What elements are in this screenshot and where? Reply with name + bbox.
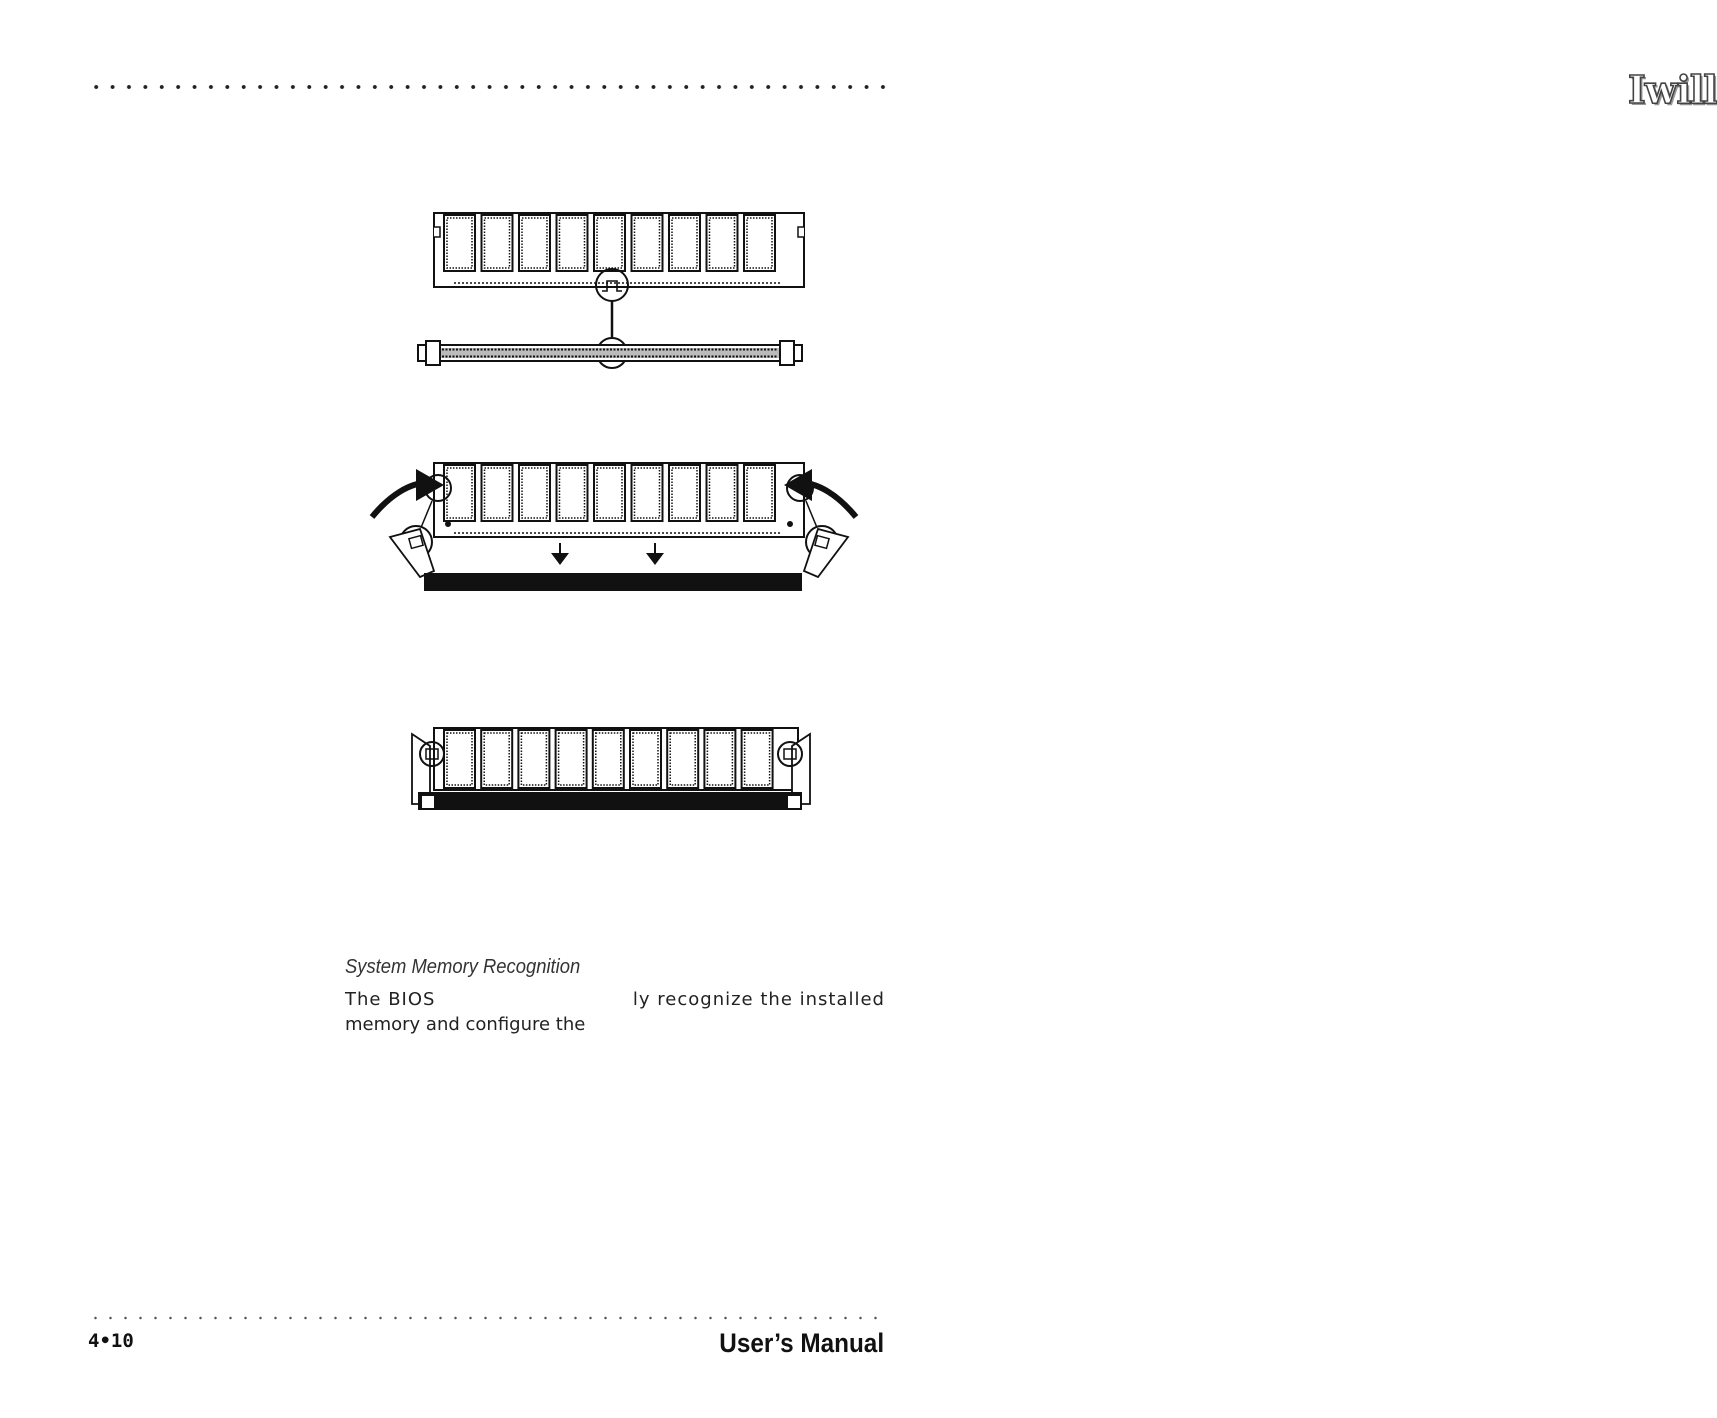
memory-chip [519, 215, 550, 271]
memory-chip [593, 730, 624, 788]
memory-chip [519, 465, 550, 521]
memory-chip [557, 465, 588, 521]
memory-chip [630, 730, 661, 788]
memory-chip [518, 730, 549, 788]
memory-chip [444, 465, 475, 521]
manual-title: User’s Manual [719, 1328, 884, 1358]
memory-chip [632, 215, 663, 271]
dimm-slot-icon [418, 792, 802, 810]
memory-chip [742, 730, 773, 788]
paragraph-line2: memory and configure the [345, 1014, 586, 1035]
memory-chip [669, 465, 700, 521]
dimm-locked-figure [408, 720, 818, 812]
paragraph-line1-right: ly recognize the installed [632, 989, 885, 1010]
memory-chip [557, 215, 588, 271]
iwill-logo [812, 33, 1717, 112]
dimm-module-icon [434, 213, 804, 287]
paragraph-line1-left: The BIOS [345, 989, 436, 1010]
memory-chip [556, 730, 587, 788]
memory-chip [444, 215, 475, 271]
memory-chip [744, 465, 775, 521]
memory-chip [594, 215, 625, 271]
dimm-alignment-figure [410, 205, 830, 385]
dimm-module-icon [434, 463, 804, 537]
page-number: 4•10 [88, 1330, 134, 1352]
memory-chip [482, 465, 513, 521]
dimm-slot-icon [418, 341, 802, 365]
memory-chip [704, 730, 735, 788]
header-dotted-rule [88, 80, 886, 94]
memory-chip [594, 465, 625, 521]
memory-chip [744, 215, 775, 271]
memory-chip [481, 730, 512, 788]
section-caption: System Memory Recognition [345, 956, 581, 978]
memory-chip [667, 730, 698, 788]
dimm-insert-figure [370, 455, 870, 600]
memory-chip [632, 465, 663, 521]
memory-chip [707, 215, 738, 271]
memory-chip [707, 465, 738, 521]
memory-chip [669, 215, 700, 271]
dimm-slot-icon [424, 573, 802, 591]
footer-dotted-rule [88, 1313, 886, 1323]
logo-text: Iwill [1628, 67, 1717, 112]
memory-chip [444, 730, 475, 788]
dimm-module-icon [434, 728, 798, 790]
memory-chip [482, 215, 513, 271]
